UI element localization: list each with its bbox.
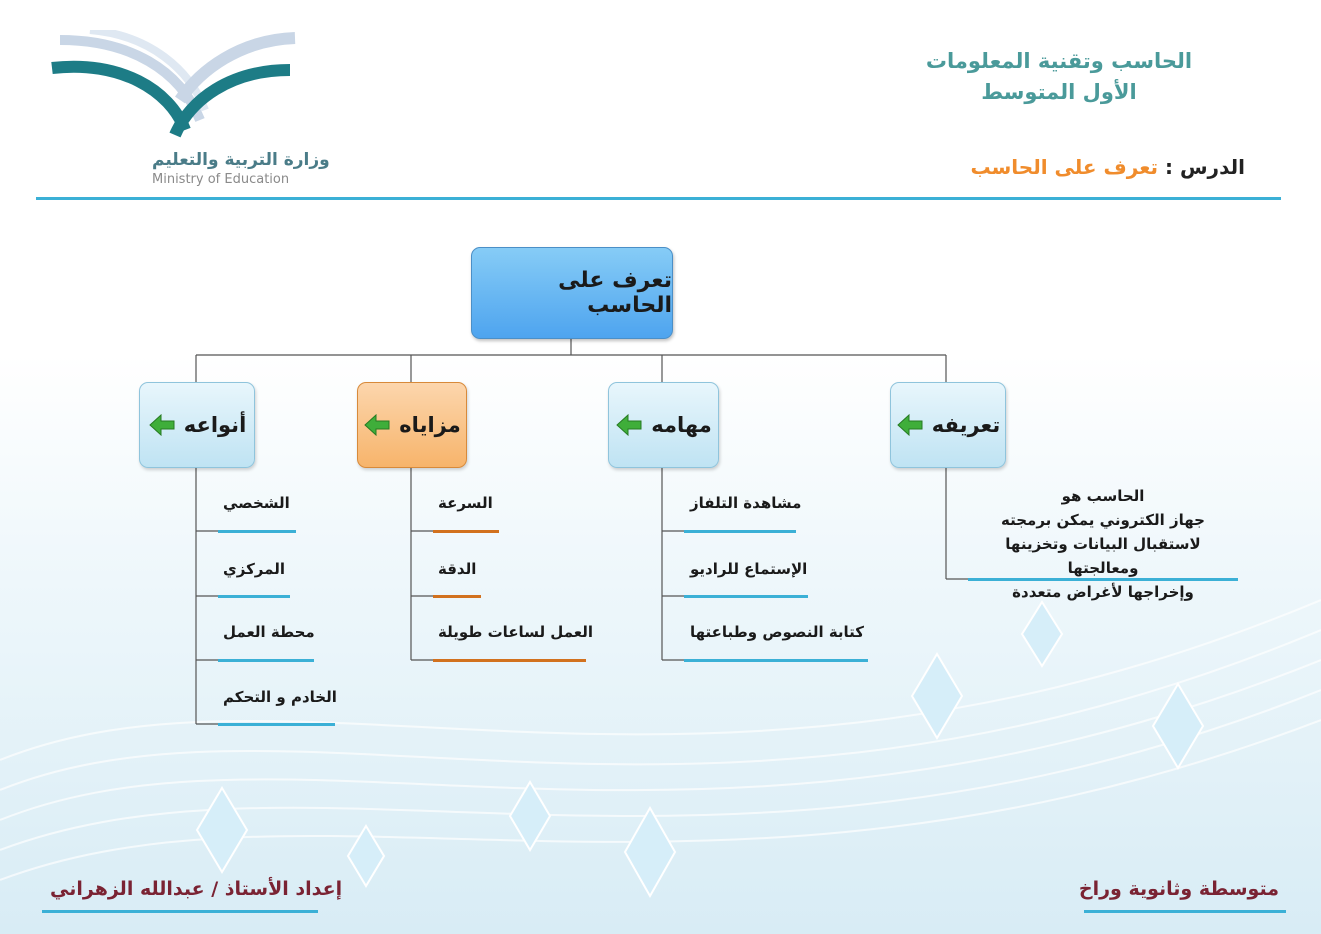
definition-text (968, 484, 1238, 604)
logo-arabic-text: وزارة التربية والتعليم (152, 150, 330, 170)
lesson-value: تعرف على الحاسب (970, 155, 1159, 179)
school-name: متوسطة وثانوية وراخ (1078, 878, 1279, 900)
type-item: المركزي (223, 560, 285, 578)
school-underline (1084, 910, 1286, 913)
root-node: تعرف على الحاسب (471, 247, 673, 339)
node-types (139, 382, 255, 468)
node-advantages (357, 382, 467, 468)
type-item: الخادم و التحكم (223, 688, 337, 706)
arrow-left-icon (363, 414, 391, 436)
advantage-item: السرعة (438, 494, 493, 512)
grade-name: الأول المتوسط (981, 80, 1137, 104)
advantage-underline (433, 595, 481, 598)
type-underline (218, 530, 296, 533)
type-item: الشخصي (223, 494, 290, 512)
definition-line: الحاسب هو (1061, 487, 1145, 505)
task-underline (684, 530, 796, 533)
logo-english-text: Ministry of Education (152, 172, 290, 187)
advantage-underline (433, 659, 586, 662)
node-tasks-label: مهامه (651, 413, 712, 437)
type-underline (218, 723, 335, 726)
definition-line: جهاز الكتروني يمكن برمجته (1001, 511, 1205, 529)
advantage-item: العمل لساعات طويلة (438, 623, 593, 641)
subject-name: الحاسب وتقنية المعلومات (925, 49, 1193, 73)
lesson-label: الدرس : (1165, 155, 1245, 179)
arrow-left-icon (615, 414, 643, 436)
task-item: كتابة النصوص وطباعتها (690, 623, 865, 641)
arrow-left-icon (896, 414, 924, 436)
task-underline (684, 659, 868, 662)
node-tasks (608, 382, 719, 468)
task-item: مشاهدة التلفاز (690, 494, 802, 512)
advantage-item: الدقة (438, 560, 477, 578)
node-definition (890, 382, 1006, 468)
node-advantages-label: مزاياه (399, 413, 461, 437)
arrow-left-icon (148, 414, 176, 436)
advantage-underline (433, 530, 499, 533)
task-item: الإستماع للراديو (690, 560, 808, 578)
author-credit: إعداد الأستاذ / عبدالله الزهراني (50, 878, 343, 900)
node-types-label: أنواعه (183, 413, 247, 437)
definition-line: لاستقبال البيانات وتخزينها ومعالجتها (1005, 535, 1201, 577)
type-underline (218, 595, 290, 598)
definition-line: وإخراجها لأغراض متعددة (1012, 583, 1194, 601)
type-underline (218, 659, 314, 662)
node-definition-label: تعريفه (931, 413, 1001, 437)
author-underline (42, 910, 318, 913)
task-underline (684, 595, 808, 598)
definition-underline (968, 578, 1238, 581)
type-item: محطة العمل (223, 623, 315, 641)
